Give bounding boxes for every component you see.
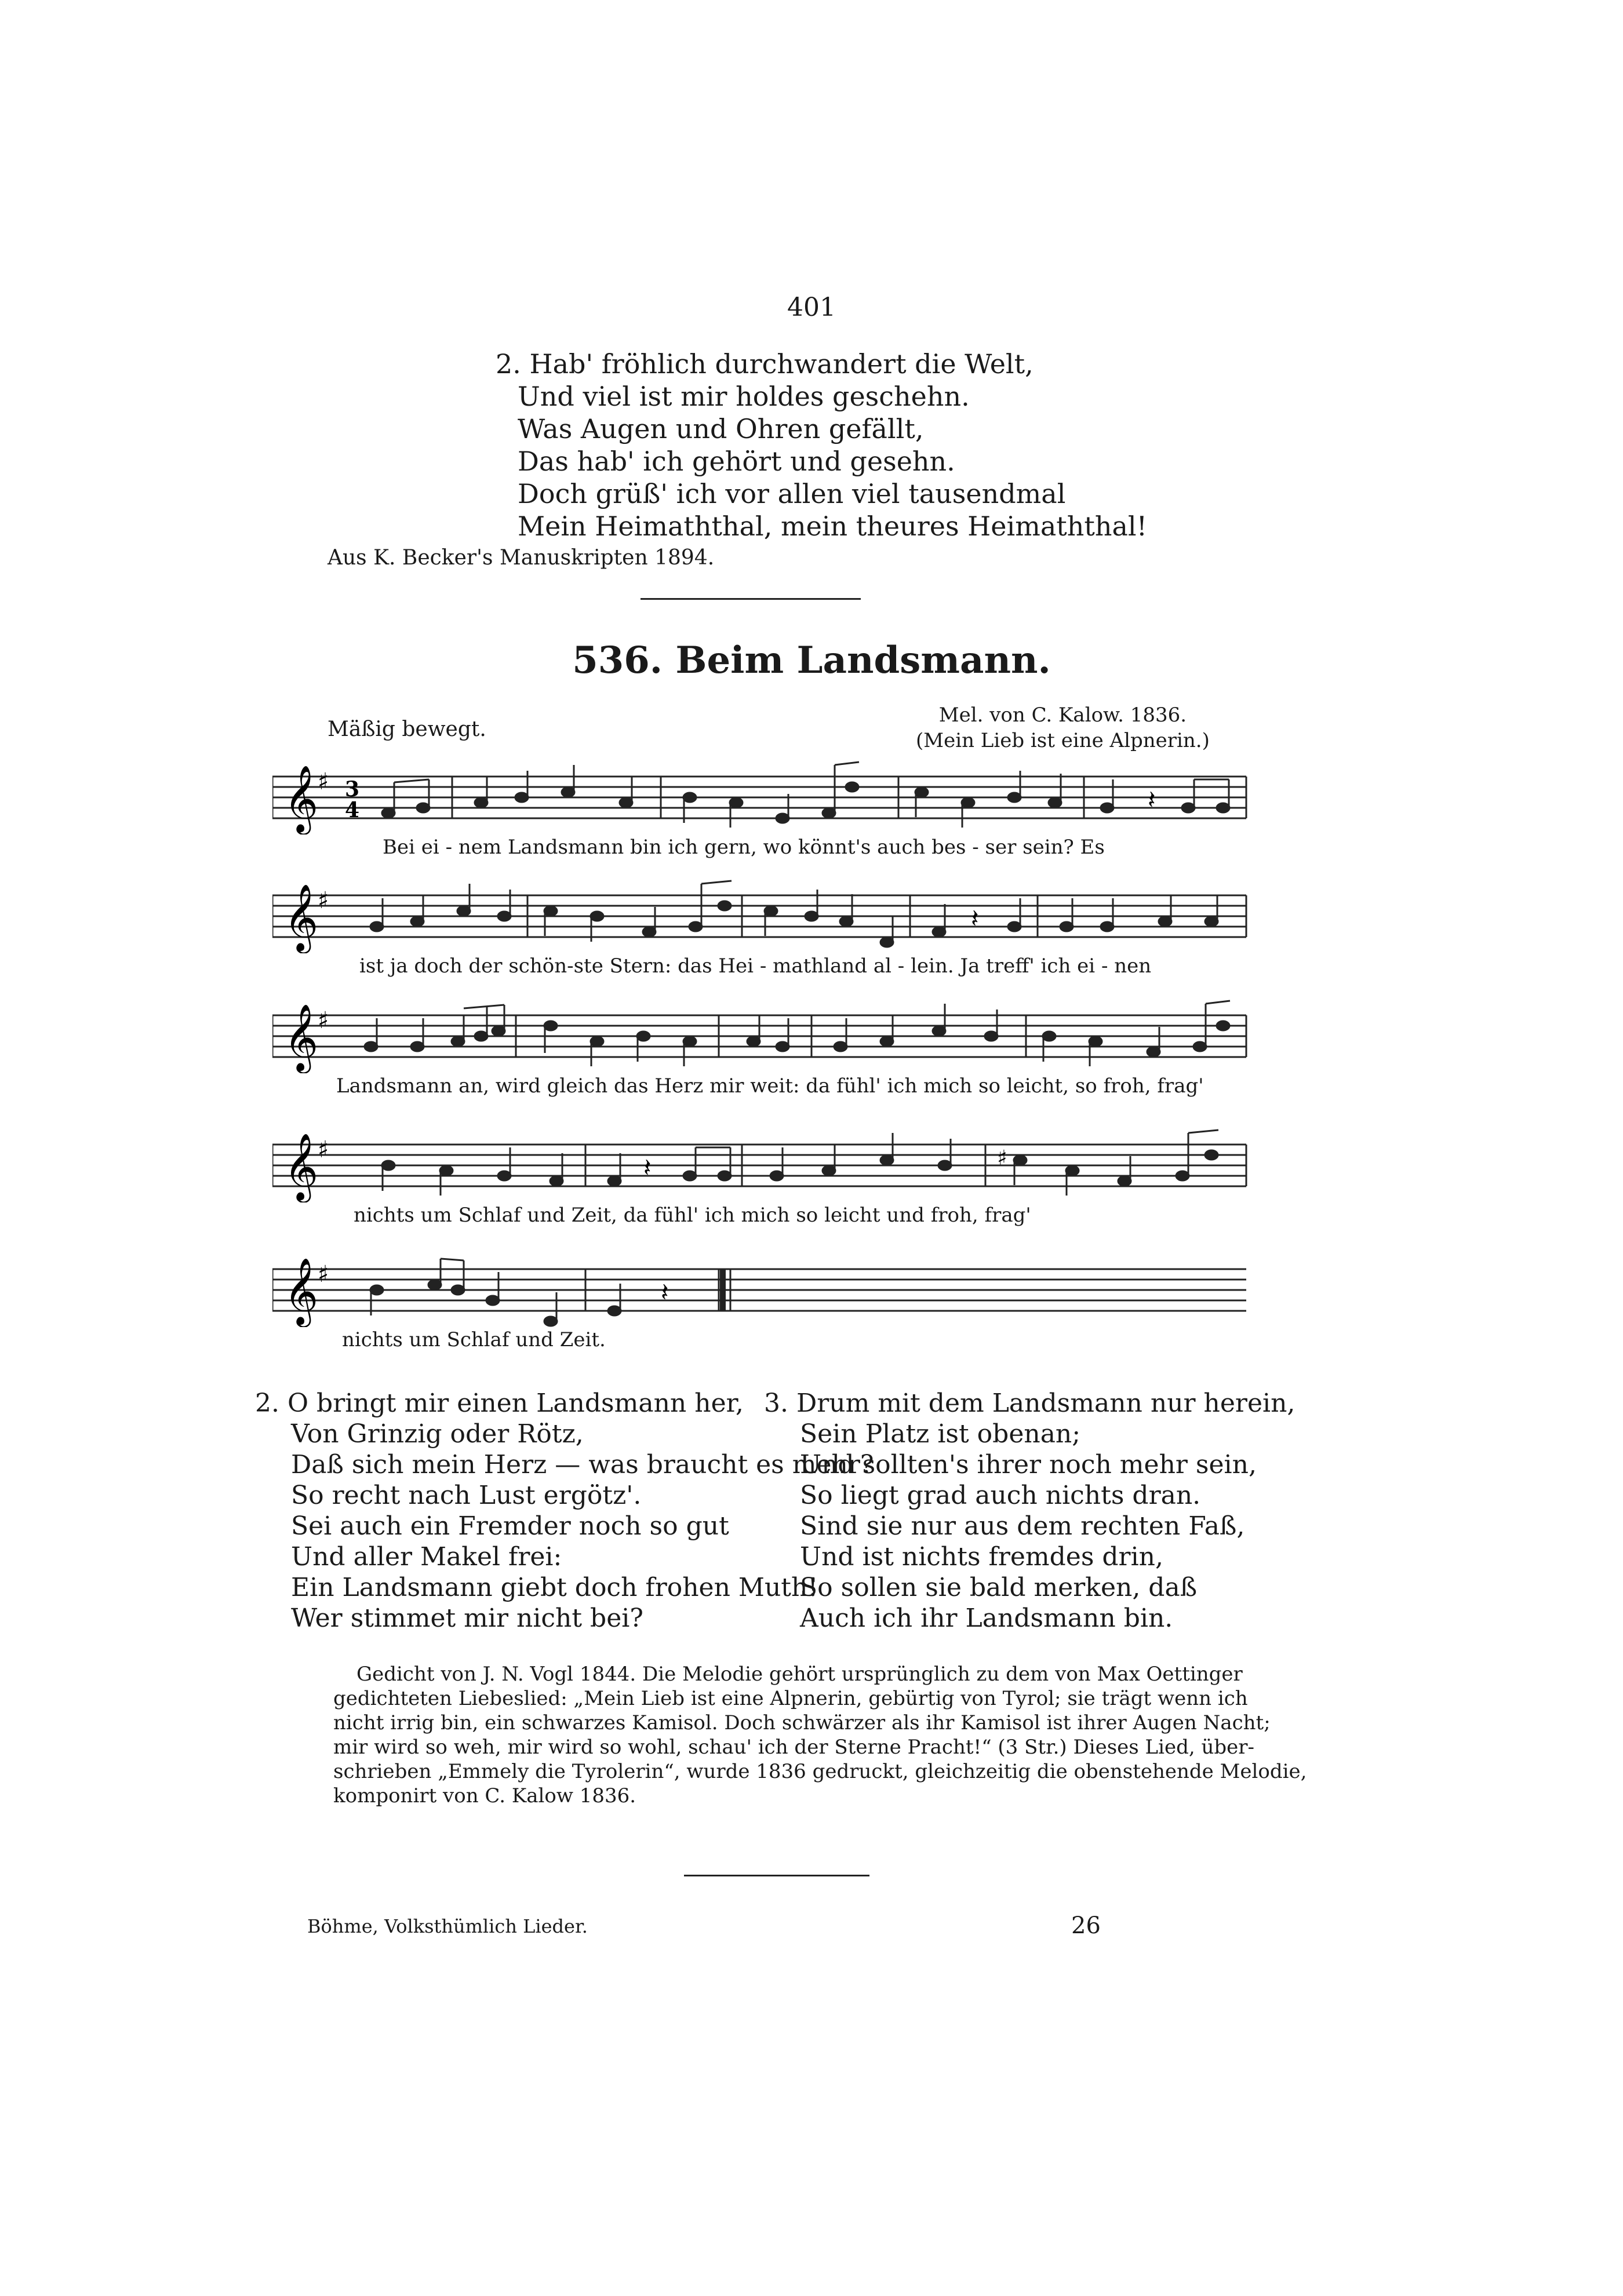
lyrics-line: Landsmann an, wird gleich das Herz mir weit: da fühl' ich mich so leicht, so froh, frag' [336, 1074, 1204, 1098]
stanza-line: Sind sie nur aus dem rechten Faß, [800, 1511, 1245, 1541]
stanza-line: Und ist nichts fremdes drin, [800, 1542, 1163, 1572]
staff-system-5 [272, 1246, 1258, 1362]
lyrics-line: ist ja doch der schön-ste Stern: das Hei - mathland al - lein. Ja treff' ich ei - nen [359, 954, 1152, 978]
melody-credit-line: Mel. von C. Kalow. 1836. [938, 704, 1187, 727]
sharp-icon: ♯ [318, 768, 329, 795]
sharp-icon: ♯ [318, 1136, 329, 1163]
rest-icon: 𝄽 [643, 1153, 652, 1183]
verse-line: Was Augen und Ohren gefällt, [518, 413, 924, 444]
music-staff [272, 992, 1258, 1073]
stanza-line: 2. O bringt mir einen Landsmann her, [255, 1388, 744, 1418]
music-staff [272, 1246, 1258, 1327]
note-line: komponirt von C. Kalow 1836. [333, 1784, 636, 1807]
stanza-line: So sollen sie bald merken, daß [800, 1573, 1198, 1602]
stanza-line: So liegt grad auch nichts dran. [800, 1481, 1201, 1510]
staff-system-2 [272, 872, 1258, 988]
rest-icon: 𝄽 [1148, 785, 1156, 815]
treble-clef-icon: 𝄞 [284, 1003, 319, 1071]
stanza-line: Von Grinzig oder Rötz, [291, 1419, 584, 1449]
stanza-line: Wer stimmet mir nicht bei? [291, 1603, 643, 1633]
note-line: mir wird so weh, mir wird so wohl, schau' ich der Sterne Pracht!“ (3 Str.) Dieses Lied, über- [333, 1736, 1255, 1759]
verse-line: Mein Heimaththal, mein theures Heimaththal! [518, 511, 1148, 542]
staff-system-4 [272, 1121, 1258, 1237]
melody-credit-line: (Mein Lieb ist eine Alpnerin.) [916, 729, 1210, 752]
verse-line: 2. Hab' fröhlich durchwandert die Welt, [496, 348, 1034, 380]
lyrics-line: nichts um Schlaf und Zeit, da fühl' ich mich so leicht und froh, frag' [354, 1204, 1031, 1227]
stanza-line: Daß sich mein Herz — was braucht es mehr? [291, 1450, 874, 1479]
stanza-3 [764, 1388, 1295, 1634]
stanza-line: So recht nach Lust ergötz'. [291, 1481, 642, 1510]
stanza-line: Und sollten's ihrer noch mehr sein, [800, 1450, 1257, 1479]
treble-clef-icon: 𝄞 [284, 764, 319, 832]
melody-credit [916, 702, 1210, 753]
tempo-marking: Mäßig bewegt. [327, 717, 486, 741]
divider [641, 598, 861, 600]
song-title: 536. Beim Landsmann. [572, 639, 1051, 682]
sharp-icon: ♯ [318, 1007, 329, 1034]
stanza-line: Sein Platz ist obenan; [800, 1419, 1081, 1449]
source-line: Aus K. Becker's Manuskripten 1894. [327, 546, 715, 570]
lyrics-line: Bei ei - nem Landsmann bin ich gern, wo könnt's auch bes - ser sein? Es [383, 836, 1105, 859]
note-line: Gedicht von J. N. Vogl 1844. Die Melodie gehört ursprünglich zu dem von Max Oettinger [356, 1663, 1243, 1686]
rest-icon: 𝄽 [971, 904, 979, 934]
editorial-note [333, 1662, 1307, 1808]
note-line: gedichteten Liebeslied: „Mein Lieb ist eine Alpnerin, gebürtig von Tyrol; sie trägt wenn ich [333, 1687, 1248, 1710]
stanza-line: Und aller Makel frei: [291, 1542, 562, 1572]
footer-left: Böhme, Volksthümlich Lieder. [307, 1915, 588, 1937]
page-number: 401 [787, 293, 836, 322]
note-line: schrieben „Emmely die Tyrolerin“, wurde 1836 gedruckt, gleichzeitig die obenstehende Melodie, [333, 1760, 1307, 1783]
rest-icon: 𝄽 [661, 1278, 669, 1307]
note-line: nicht irrig bin, ein schwarzes Kamisol. Doch schwärzer als ihr Kamisol ist ihrer Augen Nacht; [333, 1711, 1271, 1734]
footer-signature: 26 [1071, 1912, 1101, 1939]
verse-line: Das hab' ich gehört und gesehn. [518, 446, 955, 477]
stanza-line: Sei auch ein Fremder noch so gut [291, 1511, 729, 1541]
treble-clef-icon: 𝄞 [284, 883, 319, 951]
music-staff [272, 753, 1258, 834]
lyrics-line: nichts um Schlaf und Zeit. [342, 1328, 606, 1351]
verse-line: Doch grüß' ich vor allen viel tausendmal [518, 478, 1066, 509]
stanza-line: Auch ich ihr Landsmann bin. [800, 1603, 1173, 1633]
verse-line: Und viel ist mir holdes geschehn. [518, 381, 970, 412]
music-staff [272, 1121, 1258, 1202]
sharp-icon: ♯ [318, 887, 329, 914]
stanza-line: 3. Drum mit dem Landsmann nur herein, [764, 1388, 1296, 1418]
stanza-line: Ein Landsmann giebt doch frohen Muth! [291, 1573, 818, 1602]
staff-system-1 [272, 753, 1258, 869]
sharp-icon: ♯ [997, 1146, 1007, 1170]
sharp-icon: ♯ [318, 1261, 329, 1288]
time-signature-bottom: 4 [345, 798, 360, 822]
time-signature-top: 3 [345, 777, 360, 801]
divider [684, 1875, 869, 1876]
treble-clef-icon: 𝄞 [284, 1257, 319, 1325]
staff-system-3 [272, 992, 1258, 1108]
music-staff [272, 872, 1258, 953]
treble-clef-icon: 𝄞 [284, 1132, 319, 1200]
verse-2 [496, 348, 1147, 542]
